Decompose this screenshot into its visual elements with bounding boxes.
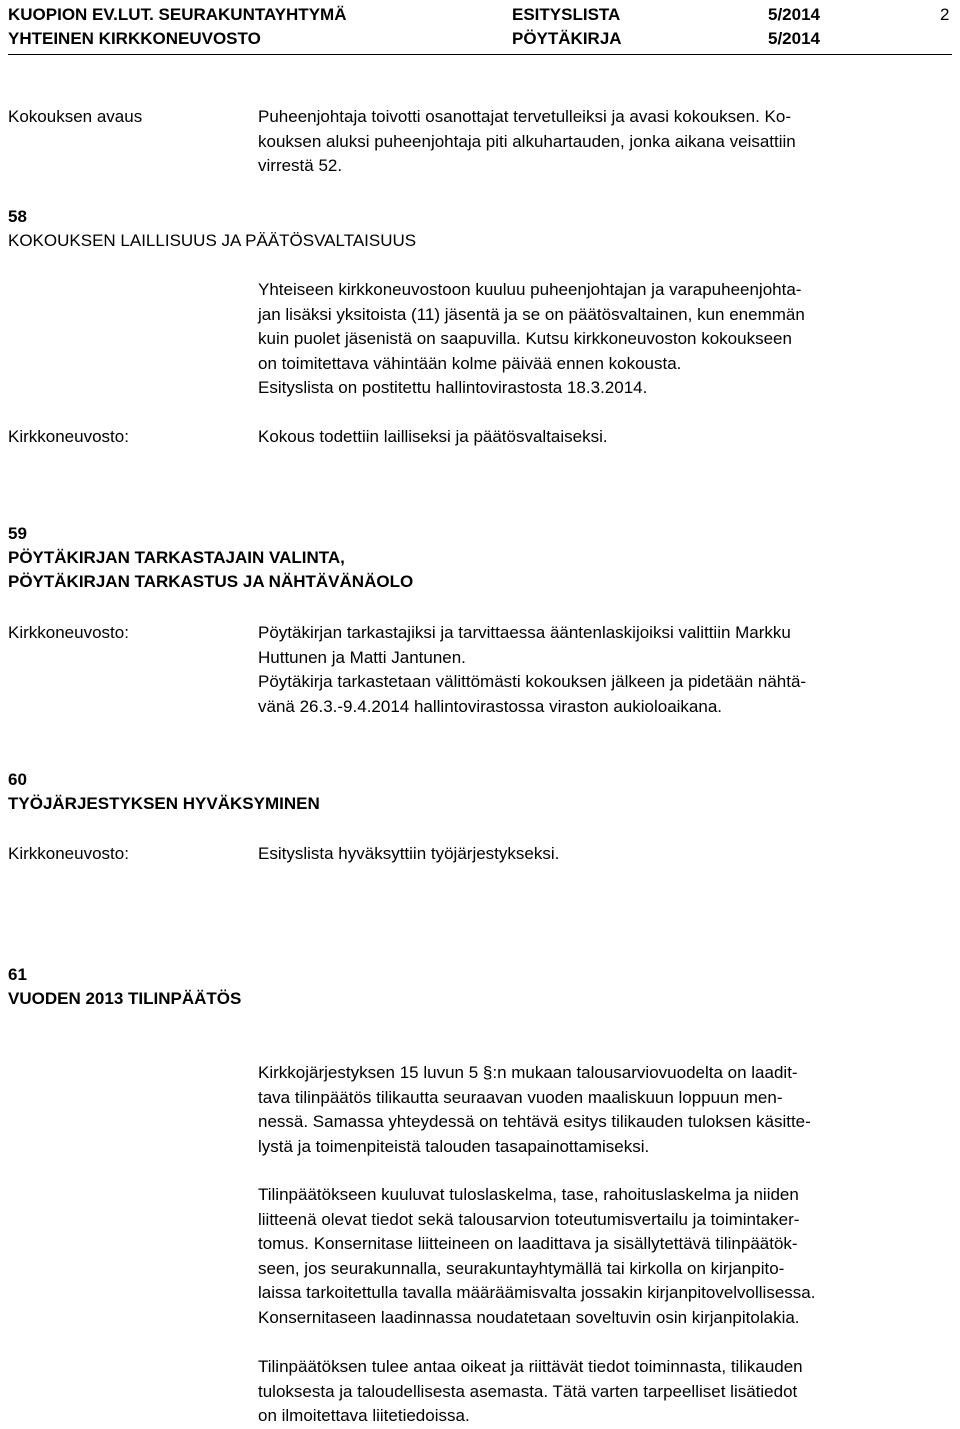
decision-label: Kirkkoneuvosto: [8,844,129,863]
text-line: tuloksesta ja taloudellisesta asemasta. Tätä varten tarpeelliset lisätiedot [258,1381,798,1401]
text-line: Huttunen ja Matti Jantunen. [258,647,466,667]
text-line: virrestä 52. [258,156,343,175]
doc-type-minutes: PÖYTÄKIRJA [512,29,622,48]
doc-type-agenda: ESITYSLISTA [512,5,621,24]
org-name: KUOPION EV.LUT. SEURAKUNTAYHTYMÄ [8,5,347,24]
section-61-paragraph-2 [258,1183,952,1330]
text-line: vänä 26.3.-9.4.2014 hallintovirastossa viraston aukioloaikana. [258,696,723,716]
decision-text: Kokous todettiin lailliseksi ja päätösvaltaiseksi. [258,427,608,446]
opening-text [258,105,952,179]
text-line: Puheenjohtaja toivotti osanottajat tervetulleiksi ja avasi kokouksen. Ko- [258,107,791,126]
text-line: kuin puolet jäsenistä on saapuvilla. Kutsu kirkkoneuvoston kokoukseen [258,329,792,348]
agenda-number: 5/2014 [768,5,820,24]
council-name: YHTEINEN KIRKKONEUVOSTO [8,29,261,48]
section-59-text [258,621,952,719]
text-line: tava tilinpäätös tilikautta seuraavan vuoden maaliskuun loppuun men- [258,1087,783,1107]
section-title-60: TYÖJÄRJESTYKSEN HYVÄKSYMINEN [8,794,320,813]
text-line: Yhteiseen kirkkoneuvostoon kuuluu puheenjohtajan ja varapuheenjohta- [258,280,802,299]
text-line: Esityslista on postitettu hallintovirastosta 18.3.2014. [258,378,648,397]
text-line: Tilinpäätökseen kuuluvat tuloslaskelma, tase, rahoituslaskelma ja niiden [258,1185,799,1204]
section-title-61: VUODEN 2013 TILINPÄÄTÖS [8,989,242,1008]
section-number-59: 59 [8,524,27,543]
decision-label: Kirkkoneuvosto: [8,427,129,446]
text-line: on ilmoitettava liitetiedoissa. [258,1406,470,1425]
text-line: Konsernitaseen laadinnassa noudatetaan soveltuvin osin kirjanpitolakia. [258,1307,800,1327]
text-line: seen, jos seurakunnalla, seurakuntayhtymällä tai kirkolla on kirjanpito- [258,1258,785,1278]
section-title-59-line2: PÖYTÄKIRJAN TARKASTUS JA NÄHTÄVÄNÄOLO [8,572,414,591]
section-number-61: 61 [8,965,27,984]
opening-label: Kokouksen avaus [8,107,143,126]
section-number-60: 60 [8,770,27,789]
section-58-text [258,278,952,401]
text-line: on toimitettava vähintään kolme päivää ennen kokousta. [258,353,682,373]
text-line: lystä ja toimenpiteistä talouden tasapainottamiseksi. [258,1136,650,1156]
section-number-58: 58 [8,207,27,226]
text-line: kouksen aluksi puheenjohtaja piti alkuhartauden, jonka aikana veisattiin [258,131,796,151]
text-line: Tilinpäätöksen tulee antaa oikeat ja riittävät tiedot toiminnasta, tilikauden [258,1357,803,1376]
text-line: liitteenä olevat tiedot sekä talousarvion toteutumisvertailu ja toimintaker- [258,1209,800,1229]
text-line: Pöytäkirjan tarkastajiksi ja tarvittaessa ääntenlaskijoiksi valittiin Markku [258,623,791,642]
minutes-number: 5/2014 [768,29,820,48]
text-line: jan lisäksi yksitoista (11) jäsentä ja se on päätösvaltainen, kun enemmän [258,304,805,324]
decision-label: Kirkkoneuvosto: [8,623,129,642]
section-title-58: KOKOUKSEN LAILLISUUS JA PÄÄTÖSVALTAISUUS [8,231,417,250]
text-line: nessä. Samassa yhteydessä on tehtävä esitys tilikauden tuloksen käsitte- [258,1112,811,1131]
page-number: 2 [940,5,950,24]
section-61-paragraph-1 [258,1061,952,1159]
text-line: Pöytäkirja tarkastetaan välittömästi kokouksen jälkeen ja pidetään nähtä- [258,672,807,691]
text-line: tomus. Konsernitase liitteineen on laadittava ja sisällytettävä tilinpäätök- [258,1234,798,1253]
header-divider [8,54,952,55]
text-line: Kirkkojärjestyksen 15 luvun 5 §:n mukaan talousarviovuodelta on laadit- [258,1063,798,1082]
decision-text: Esityslista hyväksyttiin työjärjestykseksi. [258,844,560,863]
section-61-paragraph-3 [258,1355,952,1429]
section-title-59-line1: PÖYTÄKIRJAN TARKASTAJAIN VALINTA, [8,548,345,567]
text-line: laissa tarkoitettulla tavalla määräämisvalta jossakin kirjanpitovelvollisessa. [258,1283,816,1302]
